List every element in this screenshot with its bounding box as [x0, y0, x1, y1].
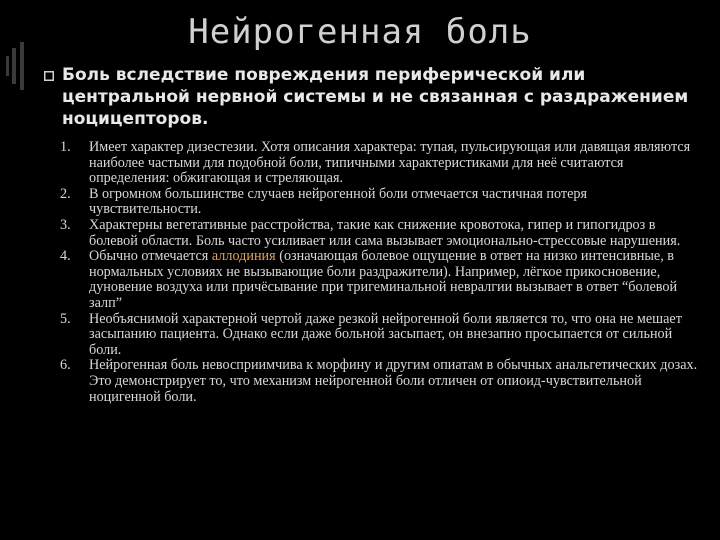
item-text: Характерны вегетативные расстройства, такие как снижение кровотока, гипер и гипогидроз в болевой области. Боль часто усиливает или сама вызывает эмоционально-стрессовые нарушения.: [89, 216, 681, 249]
slide-title: Нейрогенная боль: [188, 12, 532, 52]
highlighted-term: аллодиния: [211, 248, 276, 265]
numbered-list: [60, 140, 700, 405]
list-item: [60, 140, 700, 187]
item-number: 6.: [60, 357, 71, 374]
item-text: Нейрогенная боль невосприимчива к морфину и другим опиатам в обычных анальгетических дозах. Это демонстрирует то, что механизм нейрогенной боли отличен от опиоид-чувствительной ноцигенной боли.: [89, 357, 698, 405]
list-item: [60, 187, 700, 218]
list-item: [60, 249, 700, 311]
item-number: 2.: [60, 185, 71, 202]
intro-text: Боль вследствие повреждения периферической или центральной нервной системы и не связанная с раздражением ноцицепторов.: [62, 65, 689, 129]
item-number: 1.: [60, 139, 71, 155]
item-number: 4.: [60, 248, 71, 265]
item-text: Имеет характер дизестезии. Хотя описания характера: тупая, пульсирующая или давящая являются наиболее частыми для подобной боли, типичными характеристиками для неё считаются определения: обжигающая и стреляющая.: [89, 139, 691, 187]
item-number: 5.: [60, 310, 71, 327]
item-text: В огромном большинстве случаев нейрогенной боли отмечается частичная потеря чувствительности.: [89, 185, 588, 218]
item-number: 3.: [60, 216, 71, 233]
item-text-before: Обычно отмечается: [89, 248, 212, 265]
decorative-bars: [0, 42, 26, 90]
item-text: Необъяснимой характерной чертой даже резкой нейрогенной боли является то, что она не мешает засыпанию пациента. Однако если даже больной засыпает, он внезапно просыпается от сильной боли.: [89, 310, 682, 358]
list-item: [60, 358, 700, 405]
list-item: [60, 218, 700, 249]
square-bullet-icon: [44, 71, 54, 81]
item-text-after: (означающая болевое ощущение в ответ на низко интенсивные, в нормальных условиях не вызывающие боли раздражители). Например, лёгкое прикосновение, дуновение воздуха или причёсывание при тригеминальной невралгии вызывает в ответ “болевой залп”: [89, 248, 678, 311]
list-item: [60, 312, 700, 359]
